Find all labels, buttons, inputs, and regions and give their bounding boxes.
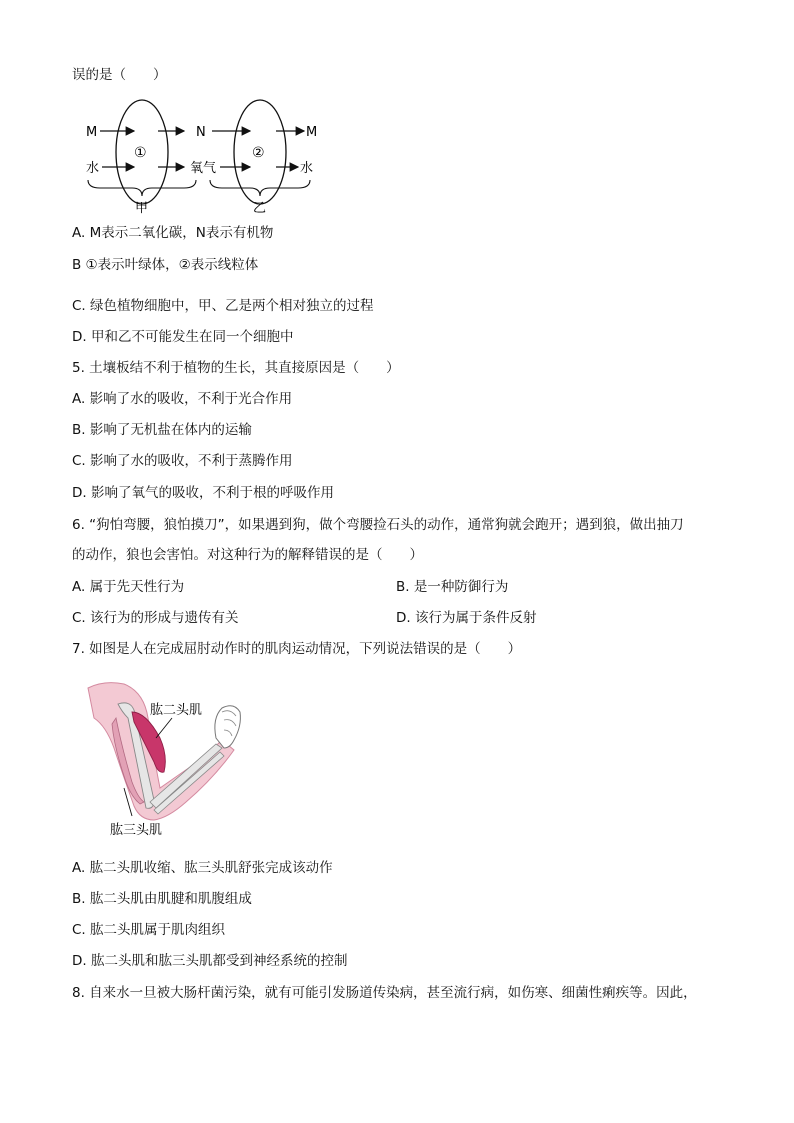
q4-option-b: B ①表示叶绿体，②表示线粒体 [72,257,259,273]
q5-stem: 5. 土壤板结不利于植物的生长，其直接原因是（ ） [72,360,400,376]
label-out-top-right: M [306,125,318,140]
brace-left [88,180,196,196]
photosynthesis-respiration-diagram [80,90,340,220]
q5-option-b: B. 影响了无机盐在体内的运输 [72,422,252,438]
arm-muscle-figure [84,678,244,844]
q6-stem-line1: 6. “狗怕弯腰，狼怕摸刀”，如果遇到狗，做个弯腰捡石头的动作，通常狗就会跑开；遇到狼，做出抽刀 [72,517,684,533]
q7-option-b: B. 肱二头肌由肌腱和肌腹组成 [72,891,252,907]
q7-option-a: A. 肱二头肌收缩、肱三头肌舒张完成该动作 [72,860,333,876]
leader-biceps [156,718,172,738]
q4-option-a: A. M表示二氧化碳，N表示有机物 [72,225,274,241]
label-in-bottom-right: 氧气 [190,161,217,176]
q6-option-c: C. 该行为的形成与遗传有关 [72,610,239,626]
label-out-bottom-right: 水 [300,161,314,176]
q8-stem: 8. 自来水一旦被大肠杆菌污染，就有可能引发肠道传染病，甚至流行病，如伤寒、细菌性痢疾等。因此， [72,985,697,1001]
q6-option-d: D. 该行为属于条件反射 [396,610,537,626]
q6-stem-line2: 的动作，狼也会害怕。对这种行为的解释错误的是（ ） [72,547,423,563]
label-in-bottom-left: 水 [86,161,100,176]
circle-label-2: ② [252,145,265,161]
circle-label-1: ① [134,145,147,161]
q4-option-d: D. 甲和乙不可能发生在同一个细胞中 [72,329,294,345]
q4-stem-tail: 误的是（ ） [72,67,167,83]
q4-option-c: C. 绿色植物细胞中，甲、乙是两个相对独立的过程 [72,298,374,314]
q7-stem: 7. 如图是人在完成屈肘动作时的肌肉运动情况，下列说法错误的是（ ） [72,641,522,657]
q5-option-a: A. 影响了水的吸收，不利于光合作用 [72,391,293,407]
q6-option-a: A. 属于先天性行为 [72,579,185,595]
brace-right [210,180,310,196]
brace-label-left: 甲 [135,201,149,216]
hand [215,706,241,748]
q5-option-c: C. 影响了水的吸收，不利于蒸腾作用 [72,453,293,469]
q7-option-c: C. 肱二头肌属于肌肉组织 [72,922,226,938]
label-in-top-right: N [196,125,206,140]
label-triceps: 肱三头肌 [110,823,163,838]
label-biceps: 肱二头肌 [150,703,203,718]
q5-option-d: D. 影响了氧气的吸收，不利于根的呼吸作用 [72,485,334,501]
q7-option-d: D. 肱二头肌和肱三头肌都受到神经系统的控制 [72,953,348,969]
brace-label-right: 乙 [253,201,267,216]
q6-option-b: B. 是一种防御行为 [396,579,509,595]
label-in-top-left: M [86,125,98,140]
